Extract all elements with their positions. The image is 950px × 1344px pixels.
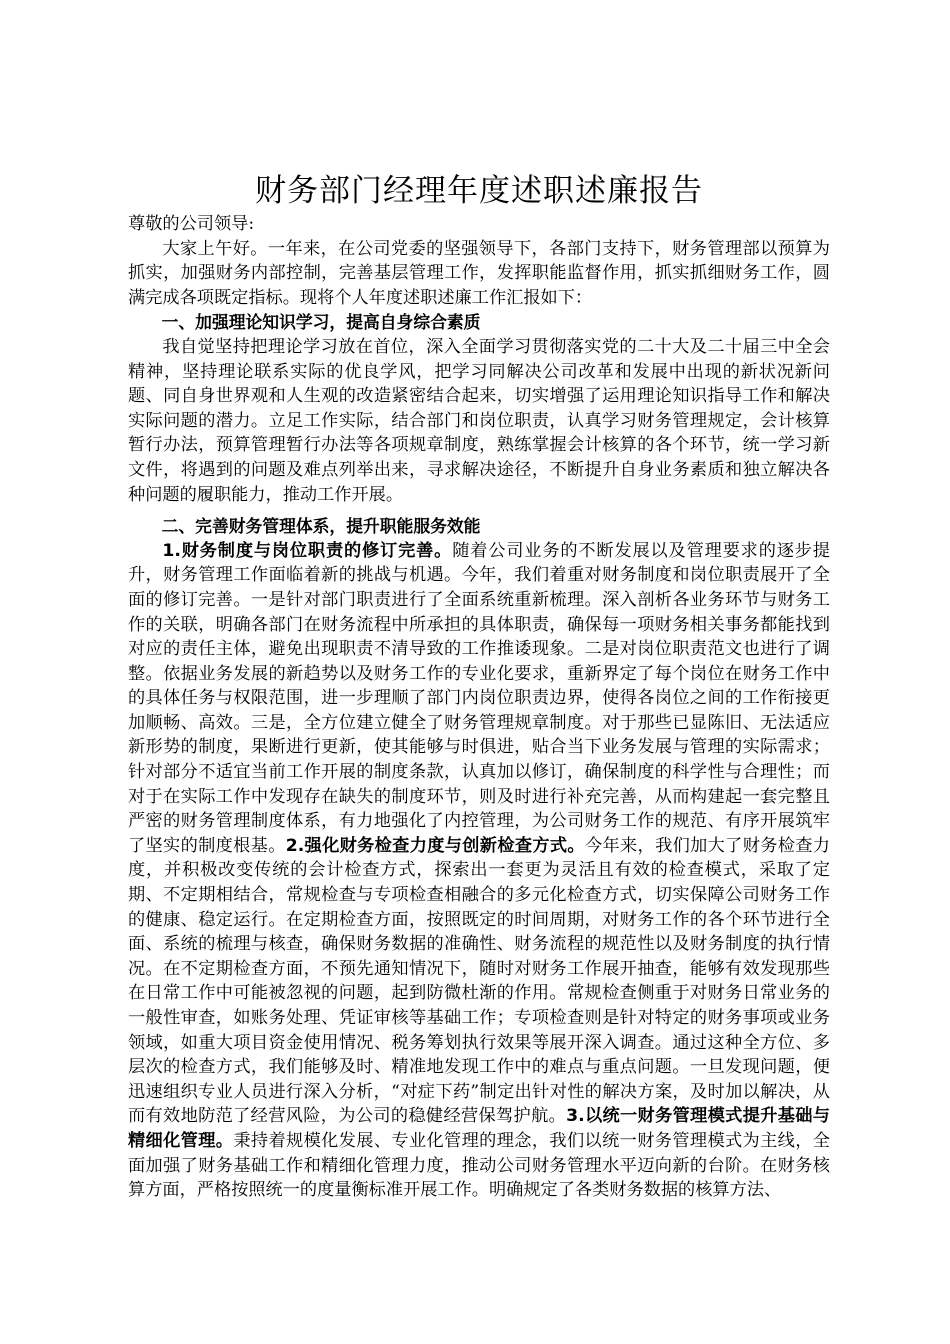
document-page bbox=[128, 170, 830, 1203]
item-3-body: 秉持着规模化发展、专业化管理的理念，我们以统一财务管理模式为主线，全面加强了财务基础工作和精细化管理力度，推动公司财务管理水平迈向新的台阶。在财务核算方面，严格按照统一的度量衡标准开展工作。明确规定了各类财务数据的核算方法、 bbox=[128, 1130, 830, 1201]
salutation: 尊敬的公司领导: bbox=[128, 214, 255, 234]
section-1-heading: 一、加强理论知识学习，提高自身综合素质 bbox=[161, 312, 481, 333]
section-1-body: 我自觉坚持把理论学习放在首位，深入全面学习贯彻落实党的二十大及二十届三中全会精神，坚持理论联系实际的优良学风，把学习同解决公司改革和发展中出现的新状况新问题、同自身世界观和人生观的改造紧密结合起来，切实增强了运用理论知识指导工作和解决实际问题的潜力。立足工作实际，结合部门和岗位职责，认真学习财务管理规定，会计核算暂行办法，预算管理暂行办法等各项规章制度，熟练掌握会计核算的各个环节，统一学习新文件，将遇到的问题及难点列举出来，寻求解决途径，不断提升自身业务素质和独立解决各种问题的履职能力，推动工作开展。 bbox=[128, 336, 830, 505]
item-3-title: 3.以统一财务管理模式提升基础与精细化管理。 bbox=[128, 1106, 830, 1151]
document-title: 财务部门经理年度述职述廉报告 bbox=[255, 173, 703, 209]
intro-paragraph: 大家上午好。一年来，在公司党委的坚强领导下，各部门支持下，财务管理部以预算为抓实，加强财务内部控制，完善基层管理工作，发挥职能监督作用，抓实抓细财务工作，圆满完成各项既定指标。现将个人年度述职述廉工作汇报如下： bbox=[128, 238, 830, 308]
section-2-body bbox=[128, 539, 830, 1203]
section-2-heading: 二、完善财务管理体系，提升职能服务效能 bbox=[161, 516, 481, 537]
item-1-title: 1.财务制度与岗位职责的修订完善。 bbox=[162, 540, 453, 561]
item-1-body: 随着公司业务的不断发展以及管理要求的逐步提升，财务管理工作面临着新的挑战与机遇。今年，我们着重对财务制度和岗位职责展开了全面的修订完善。一是针对部门职责进行了全面系统重新梳理。深入剖析各业务环节与财务工作的关联，明确各部门在财务流程中所承担的具体职责，确保每一项财务相关事务都能找到对应的责任主体，避免出现职责不清导致的工作推诿现象。二是对岗位职责范文也进行了调整。依据业务发展的新趋势以及财务工作的专业化要求，重新界定了每个岗位在财务工作中的具体任务与权限范围，进一步理顺了部门内岗位职责边界，使得各岗位之间的工作衔接更加顺畅、高效。三是，全方位建立健全了财务管理规章制度。对于那些已显陈旧、无法适应新形势的制度，果断进行更新，使其能够与时俱进，贴合当下业务发展与管理的实际需求；针对部分不适宜当前工作开展的制度条款，认真加以修订，确保制度的科学性与合理性；而对于在实际工作中发现存在缺失的制度环节，则及时进行补充完善，从而构建起一套完整且严密的财务管理制度体系，有力地强化了内控管理，为公司财务工作的规范、有序开展筑牢了坚实的制度根基。 bbox=[128, 540, 830, 856]
item-2-body: 今年来，我们加大了财务检查力度，并积极改变传统的会计检查方式，探索出一套更为灵活且有效的检查模式，采取了定期、不定期相结合，常规检查与专项检查相融合的多元化检查方式，切实保障公司财务工作的健康、稳定运行。在定期检查方面，按照既定的时间周期，对财务工作的各个环节进行全面、系统的梳理与核查，确保财务数据的准确性、财务流程的规范性以及财务制度的执行情况。在不定期检查方面，不预先通知情况下，随时对财务工作展开抽查，能够有效发现那些在日常工作中可能被忽视的问题，起到防微杜渐的作用。常规检查侧重于对财务日常业务的一般性审查，如账务处理、凭证审核等基础工作；专项检查则是针对特定的财务事项或业务领域，如重大项目资金使用情况、税务筹划执行效果等展开深入调查。通过这种全方位、多层次的检查方式，我们能够及时、精准地发现工作中的难点与重点问题。一旦发现问题，便迅速组织专业人员进行深入分析，“对症下药”制定出针对性的解决方案，及时加以解决，从而有效地防范了经营风险，为公司的稳健经营保驾护航。 bbox=[128, 835, 830, 1127]
paragraph-spacer bbox=[128, 507, 830, 514]
item-2-title: 2.强化财务检查力度与创新检查方式。 bbox=[285, 835, 585, 856]
